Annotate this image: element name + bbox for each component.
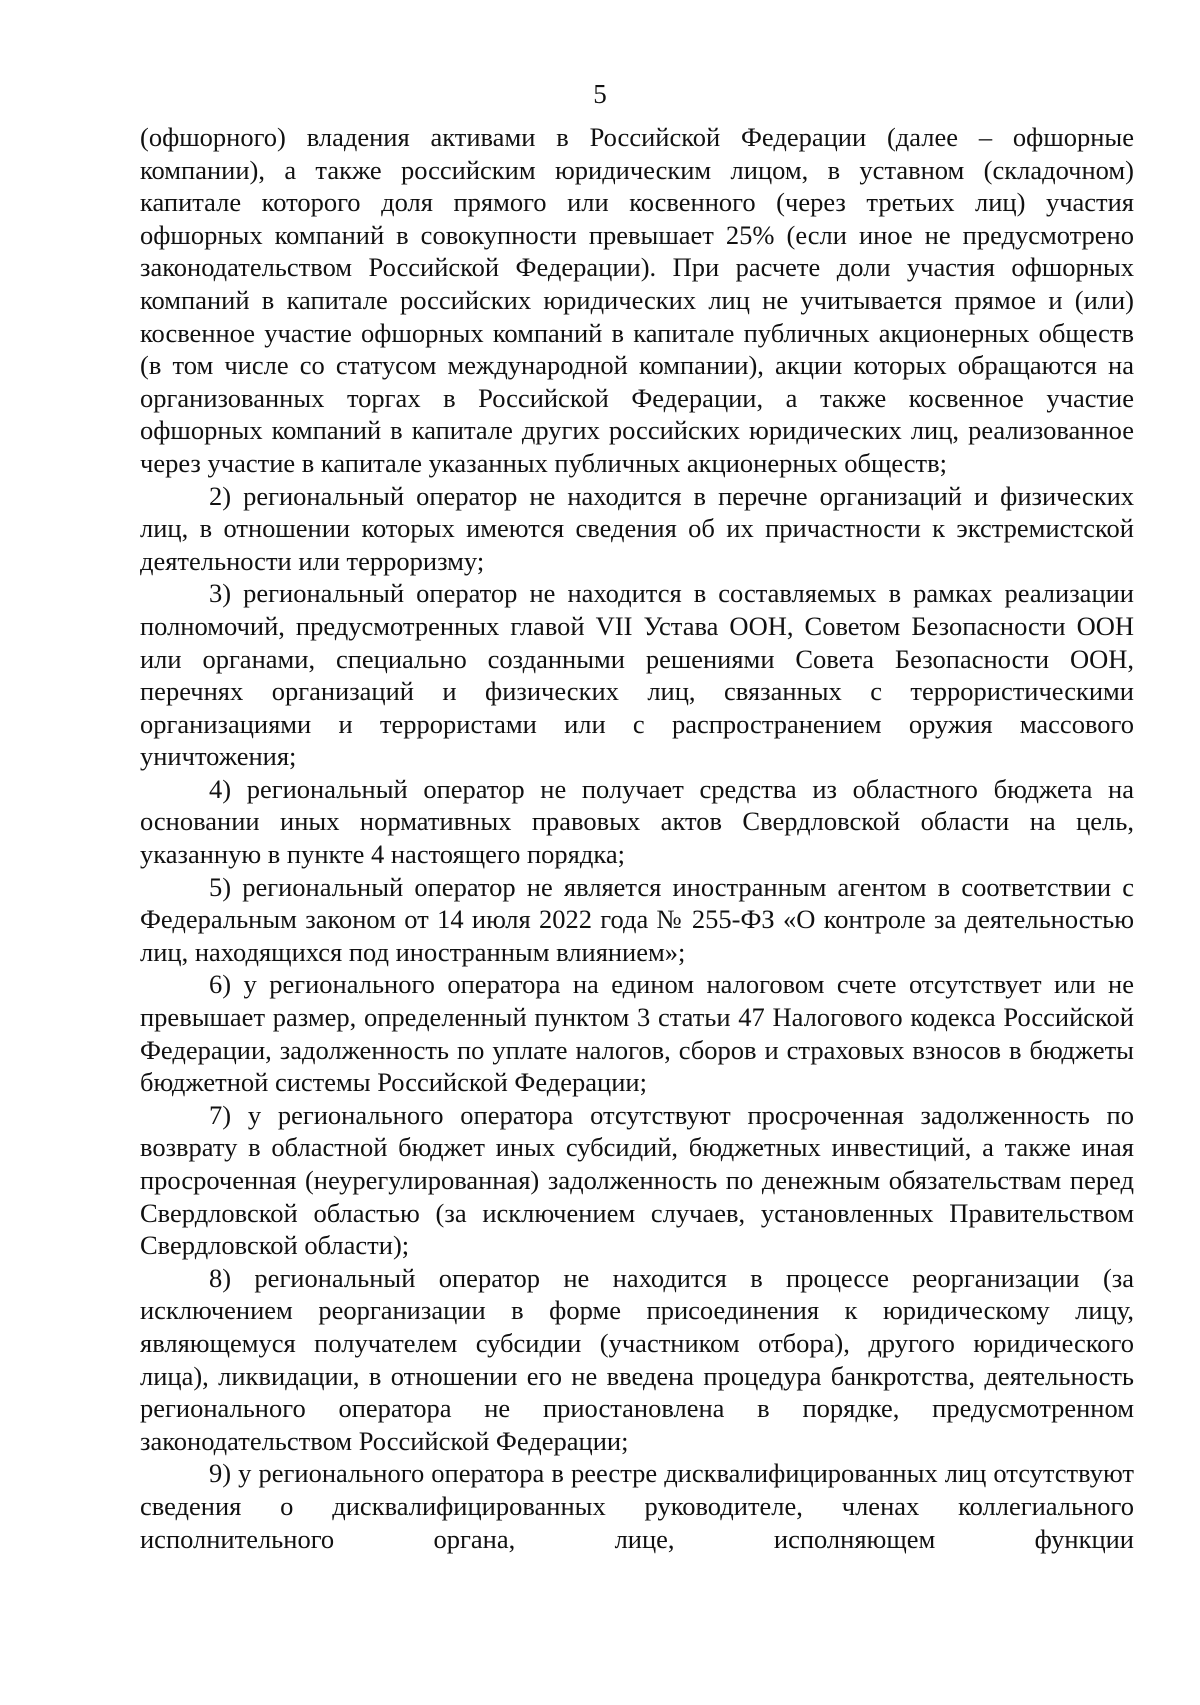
paragraph-item-4: 4) региональный оператор не получает средства из областного бюджета на основании иных нормативных правовых актов Свердловской области на цель, указанную в пункте 4 настоящего порядка; bbox=[140, 773, 1134, 870]
paragraph-continuation: (офшорного) владения активами в Российской Федерации (далее – офшорные компании), а также российским юридическим лицом, в уставном (складочном) капитале которого доля прямого или косвенного (через третьих лиц) участия офшорных компаний в совокупности превышает 25% (если иное не предусмотрено законодательством Российской Федерации). При расчете доли участия офшорных компаний в капитале российских юридических лиц не учитывается прямое и (или) косвенное участие офшорных компаний в капитале публичных акционерных обществ (в том числе со статусом международной компании), акции которых обращаются на организованных торгах в Российской Федерации, а также косвенное участие офшорных компаний в капитале других российских юридических лиц, реализованное через участие в капитале указанных публичных акционерных обществ; bbox=[140, 122, 1134, 478]
page-number: 5 bbox=[593, 79, 607, 109]
paragraph-item-6: 6) у регионального оператора на едином налоговом счете отсутствует или не превышает размер, определенный пунктом 3 статьи 47 Налогового кодекса Российской Федерации, задолженность по уплате налогов, сборов и страховых взносов в бюджеты бюджетной системы Российской Федерации; bbox=[140, 969, 1134, 1098]
paragraph-item-7: 7) у регионального оператора отсутствуют просроченная задолженность по возврату в областной бюджет иных субсидий, бюджетных инвестиций, а также иная просроченная (неурегулированная) задолженность по денежным обязательствам перед Свердловской областью (за исключением случаев, установленных Правительством Свердловской области); bbox=[140, 1099, 1134, 1261]
paragraph-item-8: 8) региональный оператор не находится в процессе реорганизации (за исключением реорганизации в форме присоединения к юридическому лицу, являющемуся получателем субсидии (участником отбора), другого юридического лица), ликвидации, в отношении его не введена процедура банкротства, деятельность регионального оператора не приостановлена в порядке, предусмотренном законодательством Российской Федерации; bbox=[140, 1262, 1134, 1456]
paragraph-item-9: 9) у регионального оператора в реестре дисквалифицированных лиц отсутствуют сведения о дисквалифицированных руководителе, членах коллегиального исполнительного органа, лице, исполняющем функции bbox=[140, 1458, 1134, 1554]
document-body bbox=[140, 121, 1134, 1555]
paragraph-item-5: 5) региональный оператор не является иностранным агентом в соответствии с Федеральным законом от 14 июля 2022 года № 255-ФЗ «О контроле за деятельностью лиц, находящихся под иностранным влиянием»; bbox=[140, 871, 1134, 967]
paragraph-item-3: 3) региональный оператор не находится в составляемых в рамках реализации полномочий, предусмотренных главой VII Устава ООН, Советом Безопасности ООН или органами, специально созданными решениями Совета Безопасности ООН, перечнях организаций и физических лиц, связанных с террористическими организациями и террористами или с распространением оружия массового уничтожения; bbox=[140, 578, 1134, 772]
paragraph-item-2: 2) региональный оператор не находится в перечне организаций и физических лиц, в отношении которых имеются сведения об их причастности к экстремистской деятельности или терроризму; bbox=[140, 480, 1134, 576]
